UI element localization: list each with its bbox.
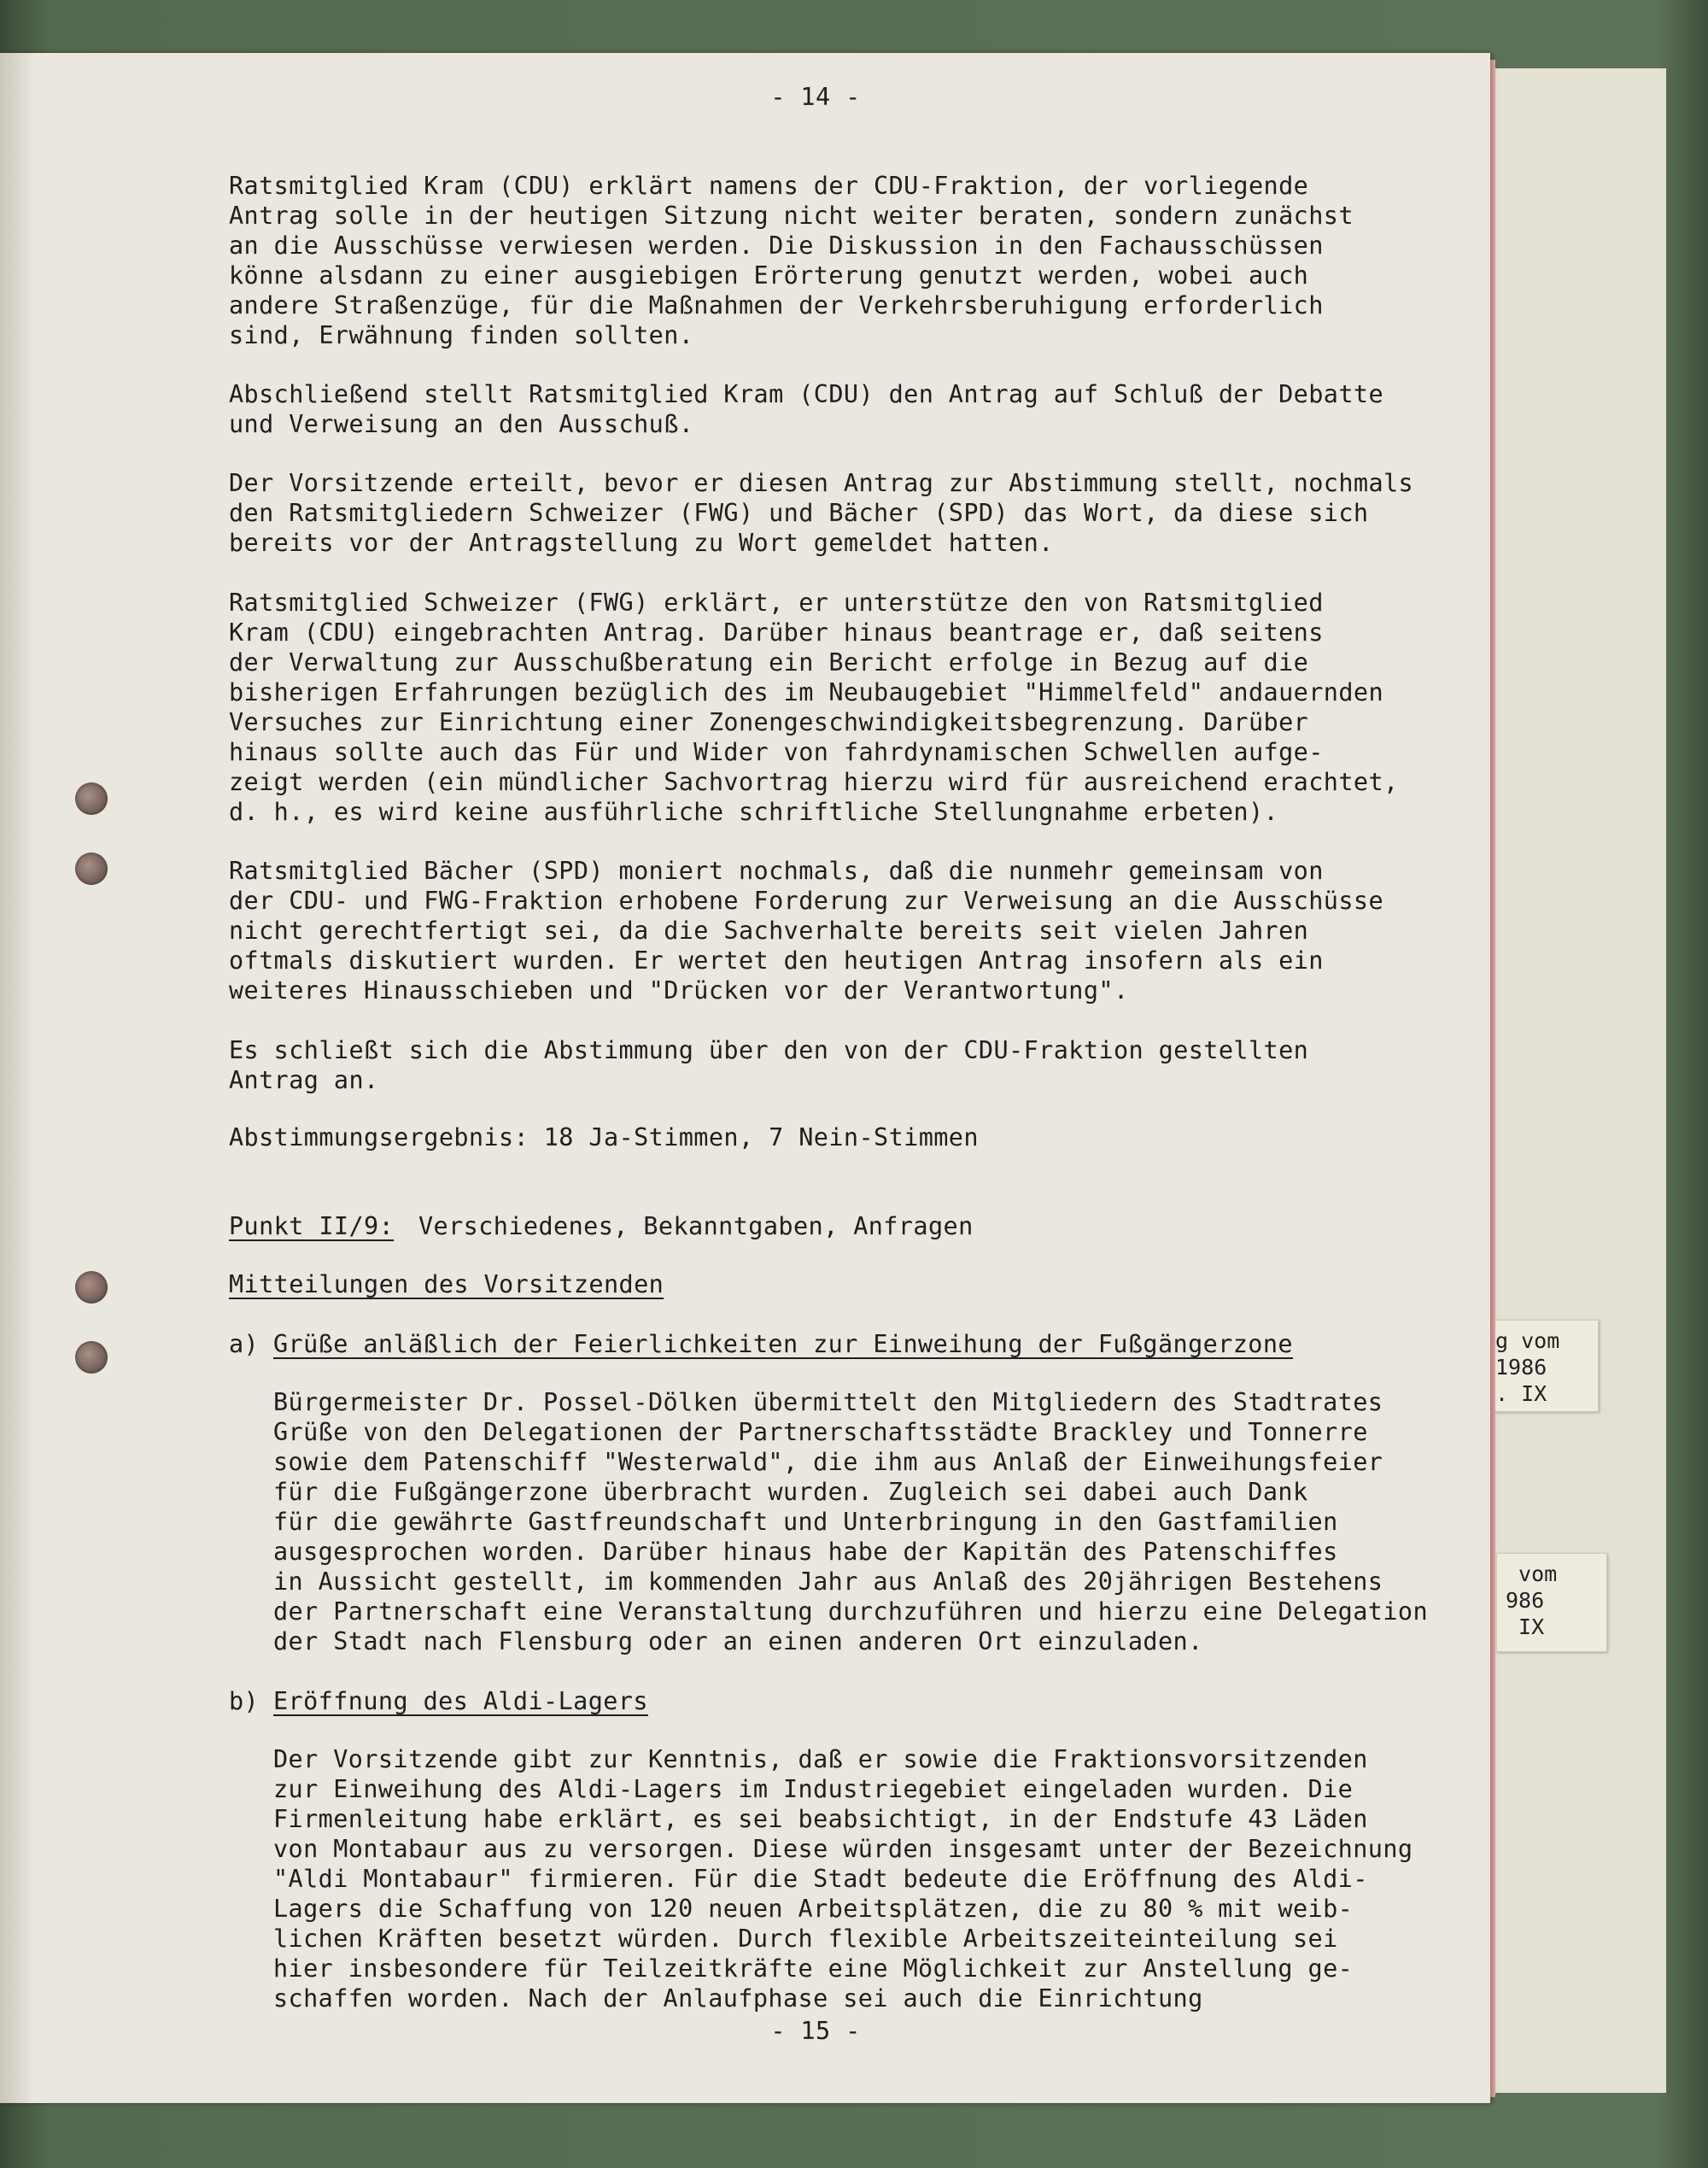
paragraph-5: Ratsmitglied Bächer (SPD) moniert nochmals, daß die nunmehr gemeinsam von der CDU- und FWG-Fraktion erhobene Forderung zur Verweisung an die Ausschüsse nicht gerechtfertigt sei, da die Sachverhalte bereits seit vielen Jahren oftmals diskutiert wurden. Er wertet den heutigen Antrag insofern als ein weiteres Hinausschieben und "Drücken vor der Verantwortung".	[229, 857, 1383, 1005]
punch-hole-1	[75, 782, 108, 815]
punch-hole-2	[75, 853, 108, 885]
punch-hole-3	[75, 1271, 108, 1304]
paragraph-4: Ratsmitglied Schweizer (FWG) erklärt, er unterstütze den von Ratsmitglied Kram (CDU) eingebrachten Antrag. Darüber hinaus beantrage er, daß seitens der Verwaltung zur Ausschußberatung ein Bericht erfolge in Bezug auf die bisherigen Erfahrungen bezüglich des im Neubaugebiet "Himmelfeld" andauernden Versuches zur Einrichtung einer Zonengeschwindigkeitsbegrenzung. Darüber hinaus sollte auch das Für und Wider von fahrdynamischen Schwellen aufge- zeigt werden (ein mündlicher Sachvortrag hierzu wird für ausreichend erachtet, d. h., es wird keine ausführliche schriftliche Stellungnahme erbeten).	[229, 589, 1399, 826]
side-tab-2: vom 986 IX	[1496, 1553, 1607, 1652]
paragraph-2: Abschließend stellt Ratsmitglied Kram (CDU) den Antrag auf Schluß der Debatte und Verweisung an den Ausschuß.	[229, 380, 1383, 438]
page-number-bottom: - 15 -	[770, 2017, 861, 2045]
section-subheading: Mitteilungen des Vorsitzenden	[229, 1270, 664, 1298]
paragraph-6: Es schließt sich die Abstimmung über den von der CDU-Fraktion gestellten Antrag an.	[229, 1036, 1309, 1094]
voting-result: Abstimmungsergebnis: 18 Ja-Stimmen, 7 Nein-Stimmen	[229, 1123, 979, 1151]
document-page	[0, 53, 1490, 2103]
section-label: Punkt II/9:	[229, 1212, 395, 1240]
page-number-top: - 14 -	[770, 83, 861, 111]
side-tab-1: g vom 1986 . IX	[1486, 1320, 1599, 1412]
item-b-body: Der Vorsitzende gibt zur Kenntnis, daß er sowie die Fraktionsvorsitzenden zur Einweihung des Aldi-Lagers im Industriegebiet eingeladen wurden. Die Firmenleitung habe erklärt, es sei beabsichtigt, in der Endstufe 43 Läden von Montabaur aus zu versorgen. Diese würden insgesamt unter der Bezeichnung "Aldi Montabaur" firmieren. Für die Stadt bedeute die Eröffnung des Aldi- Lagers die Schaffung von 120 neuen Arbeitsplätzen, die zu 80 % mit weib- lichen Kräften besetzt würden. Durch flexible Arbeitszeiteinteilung sei hier insbesondere für Teilzeitkräfte eine Möglichkeit zur Anstellung ge- schaffen worden. Nach der Anlaufphase sei auch die Einrichtung	[273, 1745, 1413, 2013]
section-title: Verschiedenes, Bekanntgaben, Anfragen	[418, 1212, 974, 1240]
punch-hole-4	[75, 1341, 108, 1374]
page-fold-shadow	[0, 53, 34, 2103]
paragraph-3: Der Vorsitzende erteilt, bevor er diesen Antrag zur Abstimmung stellt, nochmals den Ratsmitgliedern Schweizer (FWG) und Bächer (SPD) das Wort, da diese sich bereits vor der Antragstellung zu Wort gemeldet hatten.	[229, 469, 1414, 557]
item-a-body: Bürgermeister Dr. Possel-Dölken übermittelt den Mitgliedern des Stadtrates Grüße von den Delegationen der Partnerschaftsstädte Brackley und Tonnerre sowie dem Patenschiff "Westerwald", die ihm aus Anlaß der Einweihungsfeier für die Fußgängerzone überbracht wurden. Zugleich sei dabei auch Dank für die gewährte Gastfreundschaft und Unterbringung in den Gastfamilien ausgesprochen worden. Darüber hinaus habe der Kapitän des Patenschiffes in Aussicht gestellt, im kommenden Jahr aus Anlaß des 20jährigen Bestehens der Partnerschaft eine Veranstaltung durchzuführen und hierzu eine Delegation der Stadt nach Flensburg oder an einen anderen Ort einzuladen.	[273, 1388, 1428, 1655]
item-b-marker: b)	[229, 1687, 260, 1715]
paragraph-1: Ratsmitglied Kram (CDU) erklärt namens der CDU-Fraktion, der vorliegende Antrag solle in der heutigen Sitzung nicht weiter beraten, sondern zunächst an die Ausschüsse verwiesen werden. Die Diskussion in den Fachausschüssen könne alsdann zu einer ausgiebigen Erörterung genutzt werden, wobei auch andere Straßenzüge, für die Maßnahmen der Verkehrsberuhigung erforderlich sind, Erwähnung finden sollten.	[229, 172, 1354, 349]
item-a-heading: Grüße anläßlich der Feierlichkeiten zur Einweihung der Fußgängerzone	[273, 1330, 1293, 1358]
item-b-heading: Eröffnung des Aldi-Lagers	[273, 1687, 648, 1715]
underlying-sheet	[1495, 68, 1666, 2093]
item-a-marker: a)	[229, 1330, 260, 1358]
page-edge-pink	[1490, 60, 1495, 2097]
